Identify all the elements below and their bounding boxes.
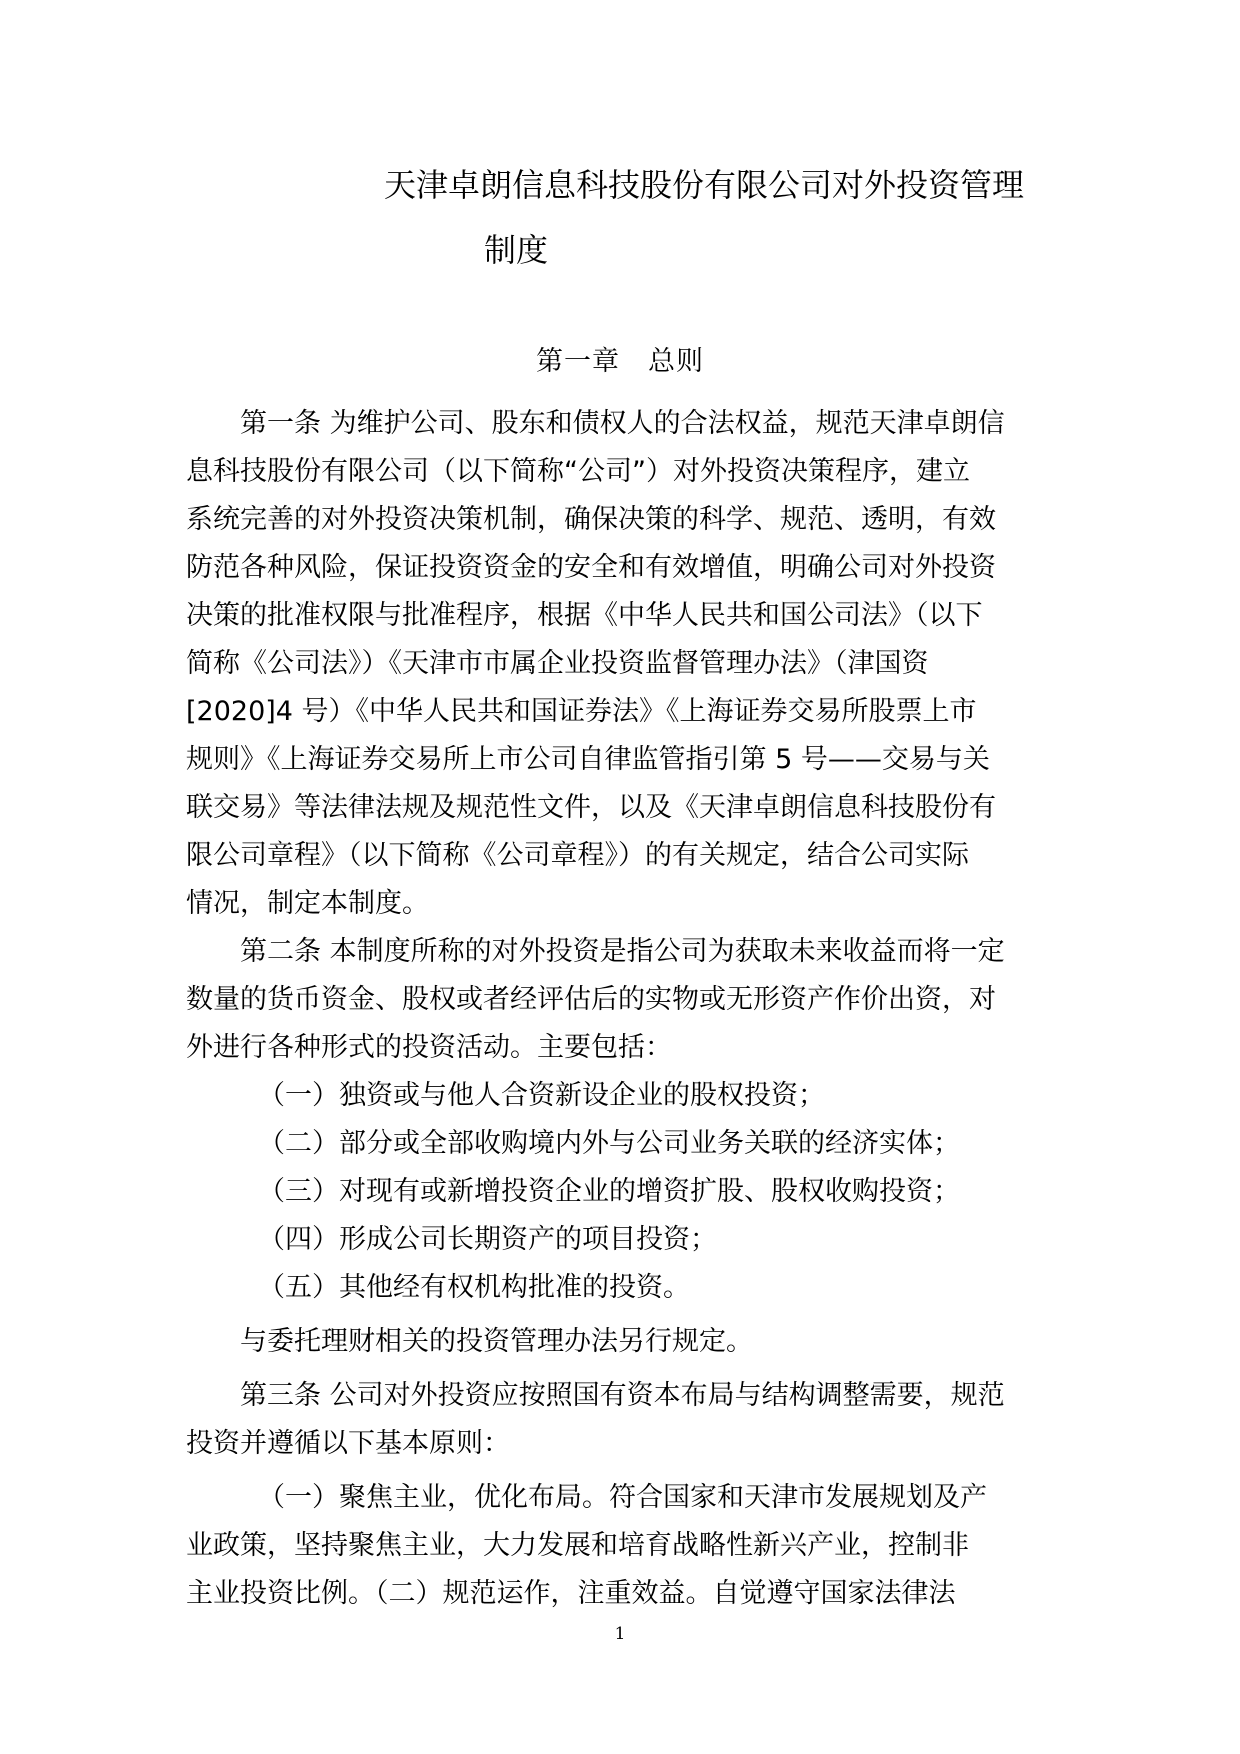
paragraph-line: 第三条 公司对外投资应按照国有资本布局与结构调整需要，规范 (240, 1380, 1005, 1411)
paragraph-line: 系统完善的对外投资决策机制，确保决策的科学、规范、透明，有效 (186, 504, 996, 535)
chapter-heading: 第一章 总则 (536, 346, 704, 377)
paragraph-line: 业政策，坚持聚焦主业，大力发展和培育战略性新兴产业，控制非 (186, 1530, 969, 1561)
entrusted-finance-note: 与委托理财相关的投资管理办法另行规定。 (240, 1326, 753, 1357)
paragraph-line: 简称《公司法》）《天津市市属企业投资监督管理办法》（津国资 (186, 648, 929, 679)
list-item: （四）形成公司长期资产的项目投资； (258, 1224, 717, 1255)
paragraph-line: 外进行各种形式的投资活动。主要包括： (186, 1032, 672, 1063)
list-item: （三）对现有或新增投资企业的增资扩股、股权收购投资； (258, 1176, 960, 1207)
paragraph-line: 数量的货币资金、股权或者经评估后的实物或无形资产作价出资，对 (186, 984, 996, 1015)
paragraph-line: 限公司章程》（以下简称《公司章程》）的有关规定，结合公司实际 (186, 840, 969, 871)
paragraph-line: 息科技股份有限公司（以下简称“公司”）对外投资决策程序，建立 (186, 456, 970, 487)
article-3 (186, 1372, 1066, 1468)
paragraph-line: 主业投资比例。（二）规范运作，注重效益。自觉遵守国家法律法 (186, 1578, 956, 1609)
paragraph-line: 投资并遵循以下基本原则： (186, 1428, 510, 1459)
paragraph-line: 规则》《上海证券交易所上市公司自律监管指引第 5 号——交易与关 (186, 744, 990, 775)
paragraph-line: 第一条 为维护公司、股东和债权人的合法权益，规范天津卓朗信 (240, 408, 1005, 439)
document-title-line-1: 天津卓朗信息科技股份有限公司对外投资管理 (384, 166, 1025, 204)
paragraph-line: [2020]4 号）《中华人民共和国证券法》《上海证券交易所股票上市 (186, 696, 977, 727)
paragraph-line: （一）聚焦主业，优化布局。符合国家和天津市发展规划及产 (258, 1482, 987, 1513)
paragraph-line: 联交易》等法律法规及规范性文件，以及《天津卓朗信息科技股份有 (186, 792, 996, 823)
page-number: 1 (614, 1624, 626, 1644)
paragraph-line: 第二条 本制度所称的对外投资是指公司为获取未来收益而将一定 (240, 936, 1005, 967)
article-3-principles (186, 1474, 1066, 1618)
paragraph-line: 决策的批准权限与批准程序，根据《中华人民共和国公司法》（以下 (186, 600, 983, 631)
article-2-list (186, 1072, 1066, 1312)
article-1 (186, 400, 1066, 928)
list-item: （二）部分或全部收购境内外与公司业务关联的经济实体； (258, 1128, 960, 1159)
document-body (186, 400, 1066, 1618)
paragraph-line: 防范各种风险，保证投资资金的安全和有效增值，明确公司对外投资 (186, 552, 996, 583)
list-item: （一）独资或与他人合资新设企业的股权投资； (258, 1080, 825, 1111)
list-item: （五）其他经有权机构批准的投资。 (258, 1272, 690, 1303)
paragraph-line: 情况，制定本制度。 (186, 888, 429, 919)
document-title-line-2: 制度 (484, 231, 549, 269)
article-2 (186, 928, 1066, 1072)
